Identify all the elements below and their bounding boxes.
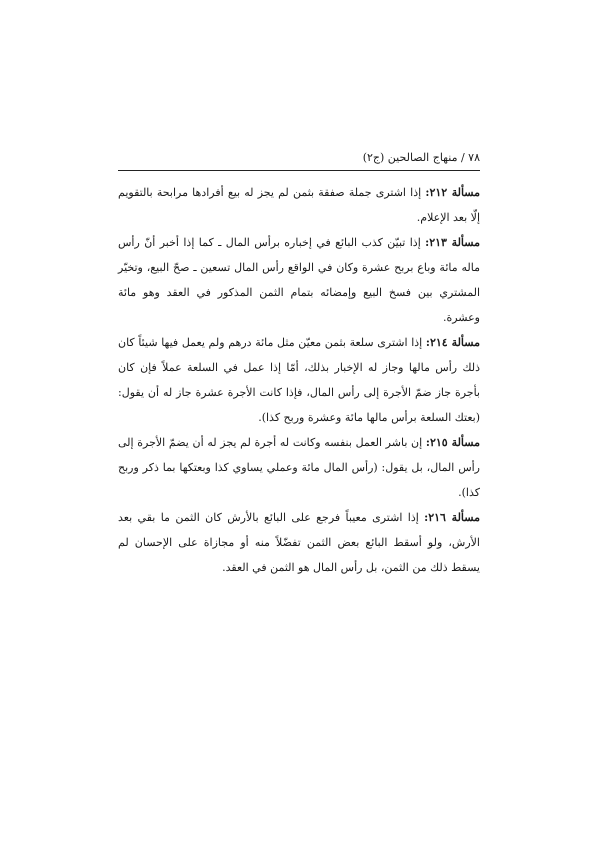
paragraph-text: إذا اشترى جملة صفقة بثمن لم يجز له بيع أفرادها مرابحة بالتقويم إلّا بعد الإعلام. (118, 186, 480, 224)
paragraph-text: إذا اشترى سلعة بثمن معيّن مثل مائة درهم ولم يعمل فيها شيئاً كان ذلك رأس مالها وجاز له الإخبار بذلك، أمّا إذا عمل في السلعة عملاً فإن كان بأجرة جاز ضمّ الأجرة إلى رأس المال، فإذا كانت الأجرة عشرة جاز له أن يقول: (بعتك السلعة برأس مالها مائة وعشرة وربح كذا). (118, 336, 480, 424)
masala-number: مسألة ٢١٦: (424, 511, 480, 524)
paragraph-masala-215 (118, 430, 480, 505)
paragraph-text: إذا اشترى معيباً فرجع على البائع بالأرش كان الثمن ما بقي بعد الأرش، ولو أسقط البائع بعض الثمن تفضّلاً منه أو مجازاة على الإحسان لم يسقط ذلك من الثمن، بل رأس المال هو الثمن في العقد. (118, 511, 480, 574)
masala-number: مسألة ٢١٥: (425, 436, 480, 449)
paragraph-text: إن باشر العمل بنفسه وكانت له أجرة لم يجز له أن يضمّ الأجرة إلى رأس المال، بل يقول: (رأس المال مائة وعملي يساوي كذا وبعتكها بما ذكر وربح كذا). (118, 436, 480, 499)
paragraph-masala-213 (118, 230, 480, 330)
paragraph-masala-212 (118, 180, 480, 230)
header-divider (118, 170, 480, 171)
paragraph-masala-214 (118, 330, 480, 430)
body-text (118, 180, 480, 580)
masala-number: مسألة ٢١٤: (425, 336, 480, 349)
paragraph-masala-216 (118, 505, 480, 580)
running-header: ٧٨ / منهاج الصالحين (ج٢) (362, 151, 480, 164)
paragraph-text: إذا تبيّن كذب البائع في إخباره برأس المال ـ كما إذا أخبر أنّ رأس ماله مائة وباع بربح عشرة وكان في الواقع رأس المال تسعين ـ صحّ البيع، وتخيّر المشتري بين فسخ البيع وإمضائه بتمام الثمن المذكور في العقد وهو مائة وعشرة. (118, 236, 480, 324)
masala-number: مسألة ٢١٢: (425, 186, 480, 199)
masala-number: مسألة ٢١٣: (425, 236, 480, 249)
